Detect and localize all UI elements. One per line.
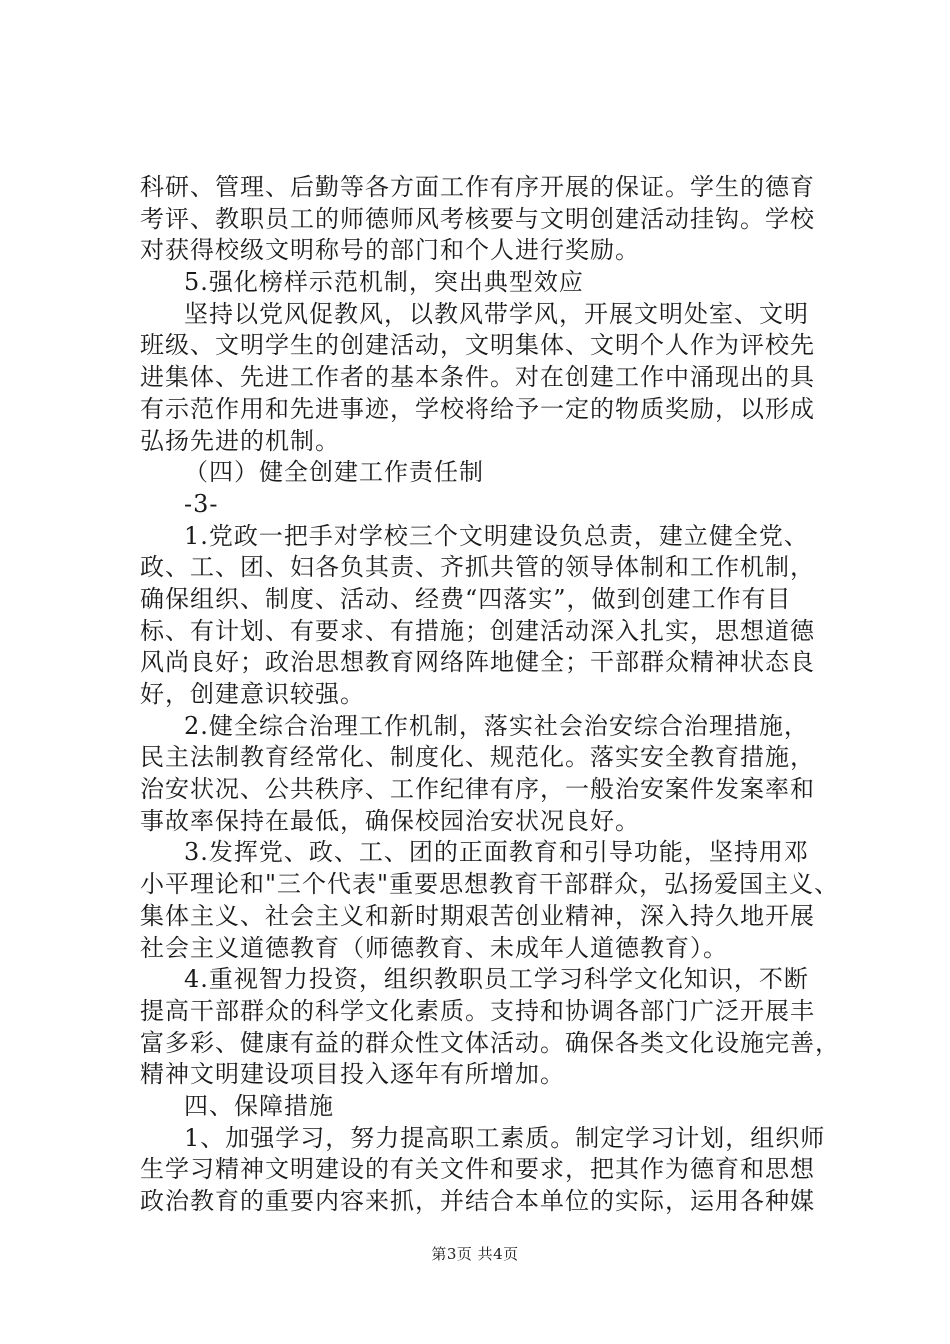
text-line: 提高干部群众的科学文化素质。支持和协调各部门广泛开展丰 xyxy=(140,996,815,1025)
text-line: 2.健全综合治理工作机制，落实社会治安综合治理措施， xyxy=(184,711,809,740)
page-footer: 第3页 共4页 xyxy=(431,1245,519,1263)
text-line: 民主法制教育经常化、制度化、规范化。落实安全教育措施， xyxy=(140,743,815,772)
section-heading: 四、保障措施 xyxy=(184,1091,334,1120)
text-line: 进集体、先进工作者的基本条件。对在创建工作中涌现出的具 xyxy=(140,363,815,392)
text-line: 生学习精神文明建设的有关文件和要求，把其作为德育和思想 xyxy=(140,1155,815,1184)
text-line: 1、加强学习，努力提高职工素质。制定学习计划，组织师 xyxy=(184,1123,826,1152)
text-line: 3.发挥党、政、工、团的正面教育和引导功能，坚持用邓 xyxy=(184,838,809,867)
text-line: 坚持以党风促教风，以教风带学风，开展文明处室、文明 xyxy=(184,299,809,328)
text-line: 政、工、团、妇各负其责、齐抓共管的领导体制和工作机制， xyxy=(140,553,815,582)
text-line: 标、有计划、有要求、有措施；创建活动深入扎实，思想道德 xyxy=(140,616,815,645)
text-line: 1.党政一把手对学校三个文明建设负总责，建立健全党、 xyxy=(184,521,809,550)
text-line: 弘扬先进的机制。 xyxy=(140,426,340,455)
text-line: 集体主义、社会主义和新时期艰苦创业精神，深入持久地开展 xyxy=(140,901,815,930)
text-line: 科研、管理、后勤等各方面工作有序开展的保证。学生的德育 xyxy=(140,173,815,201)
text-line: 社会主义道德教育（师德教育、未成年人道德教育）。 xyxy=(140,933,728,962)
inline-page-marker: -3- xyxy=(184,489,219,518)
text-line: 确保组织、制度、活动、经费“四落实”，做到创建工作有目 xyxy=(140,584,792,613)
text-line: 小平理论和"三个代表"重要思想教育干部群众，弘扬爱国主义、 xyxy=(140,870,840,899)
text-line: 好，创建意识较强。 xyxy=(140,680,365,708)
text-line: 风尚良好；政治思想教育网络阵地健全；干部群众精神状态良 xyxy=(140,648,815,677)
text-line: 考评、教职员工的师德师风考核要与文明创建活动挂钩。学校 xyxy=(140,204,815,233)
section-heading: 5.强化榜样示范机制，突出典型效应 xyxy=(184,268,584,297)
text-line: 精神文明建设项目投入逐年有所增加。 xyxy=(140,1060,565,1089)
text-line: 4.重视智力投资，组织教职员工学习科学文化知识，不断 xyxy=(184,965,809,994)
text-line: 政治教育的重要内容来抓，并结合本单位的实际，运用各种媒 xyxy=(140,1187,815,1215)
text-line: 治安状况、公共秩序、工作纪律有序，一般治安案件发案率和 xyxy=(140,775,815,804)
text-line: 富多彩、健康有益的群众性文体活动。确保各类文化设施完善， xyxy=(140,1028,840,1057)
document-body xyxy=(140,172,840,1218)
text-line: 事故率保持在最低，确保校园治安状况良好。 xyxy=(140,806,640,835)
text-line: 对获得校级文明称号的部门和个人进行奖励。 xyxy=(140,236,640,265)
section-heading: （四）健全创建工作责任制 xyxy=(184,458,484,487)
text-line: 班级、文明学生的创建活动，文明集体、文明个人作为评校先 xyxy=(140,331,815,360)
text-line: 有示范作用和先进事迹，学校将给予一定的物质奖励，以形成 xyxy=(140,394,815,423)
